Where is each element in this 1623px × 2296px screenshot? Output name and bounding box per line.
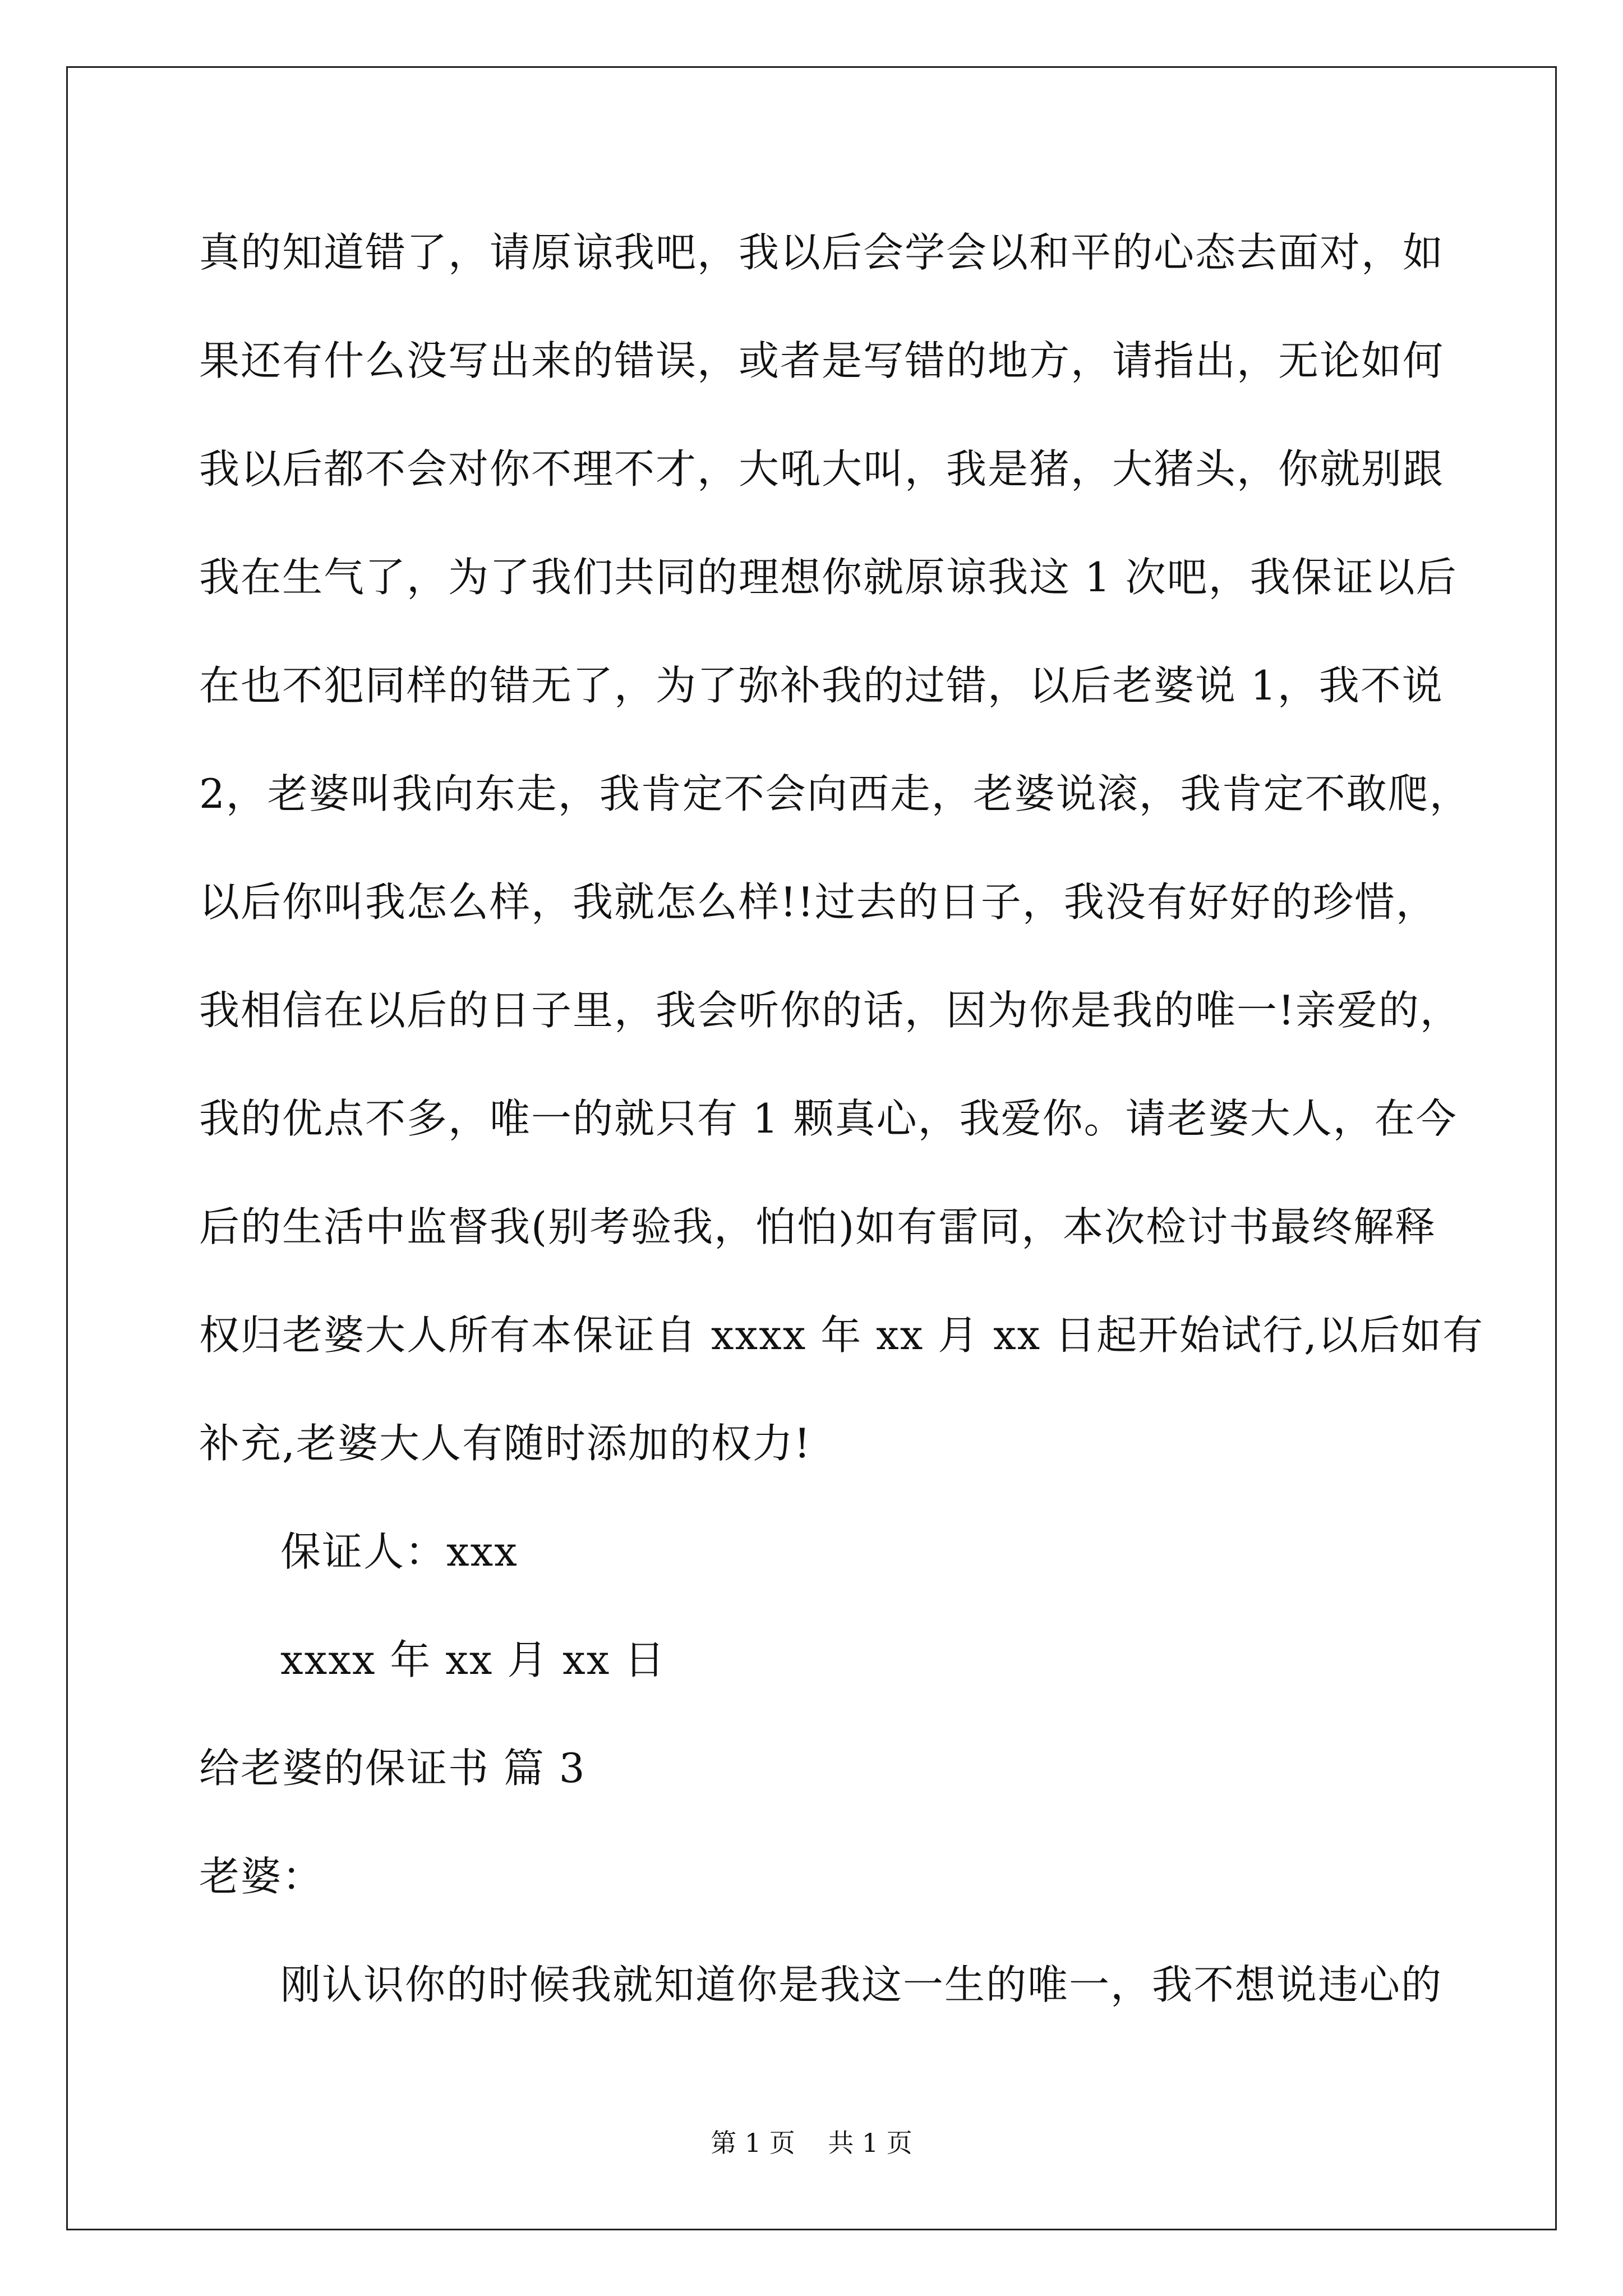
body-line: 我的优点不多，唯一的就只有 1 颗真心，我爱你。请老婆大人，在今 bbox=[199, 1095, 1458, 1142]
body-line: 我在生气了，为了我们共同的理想你就原谅我这 1 次吧，我保证以后 bbox=[199, 554, 1458, 601]
body-line: 后的生活中监督我(别考验我，怕怕)如有雷同，本次检讨书最终解释 bbox=[199, 1203, 1437, 1250]
body-line: 真的知道错了，请原谅我吧，我以后会学会以和平的心态去面对，如 bbox=[199, 229, 1445, 276]
page-number-footer: 第 1 页 共 1 页 bbox=[711, 2128, 912, 2158]
guarantor-line: 保证人：xxx bbox=[280, 1528, 518, 1575]
body-line: 权归老婆大人所有本保证自 xxxx 年 xx 月 xx 日起开始试行,以后如有 bbox=[199, 1312, 1484, 1359]
date-line: xxxx 年 xx 月 xx 日 bbox=[280, 1636, 666, 1683]
body-line: 2，老婆叫我向东走，我肯定不会向西走，老婆说滚，我肯定不敢爬， bbox=[199, 770, 1471, 817]
opening-line: 刚认识你的时候我就知道你是我这一生的唯一，我不想说违心的 bbox=[280, 1961, 1443, 2008]
body-line: 我相信在以后的日子里，我会听你的话，因为你是我的唯一!亲爱的， bbox=[199, 987, 1461, 1034]
body-line: 在也不犯同样的错无了，为了弥补我的过错，以后老婆说 1，我不说 bbox=[199, 662, 1444, 709]
body-line: 以后你叫我怎么样，我就怎么样!!过去的日子，我没有好好的珍惜， bbox=[199, 878, 1437, 926]
body-line: 果还有什么没写出来的错误，或者是写错的地方，请指出，无论如何 bbox=[199, 337, 1445, 384]
body-line: 我以后都不会对你不理不才，大吼大叫，我是猪，大猪头，你就别跟 bbox=[199, 445, 1445, 493]
page-border bbox=[66, 66, 1557, 2230]
body-line: 补充,老婆大人有随时添加的权力! bbox=[199, 1420, 811, 1467]
salutation: 老婆： bbox=[199, 1853, 324, 1900]
section-title: 给老婆的保证书 篇 3 bbox=[199, 1745, 586, 1792]
